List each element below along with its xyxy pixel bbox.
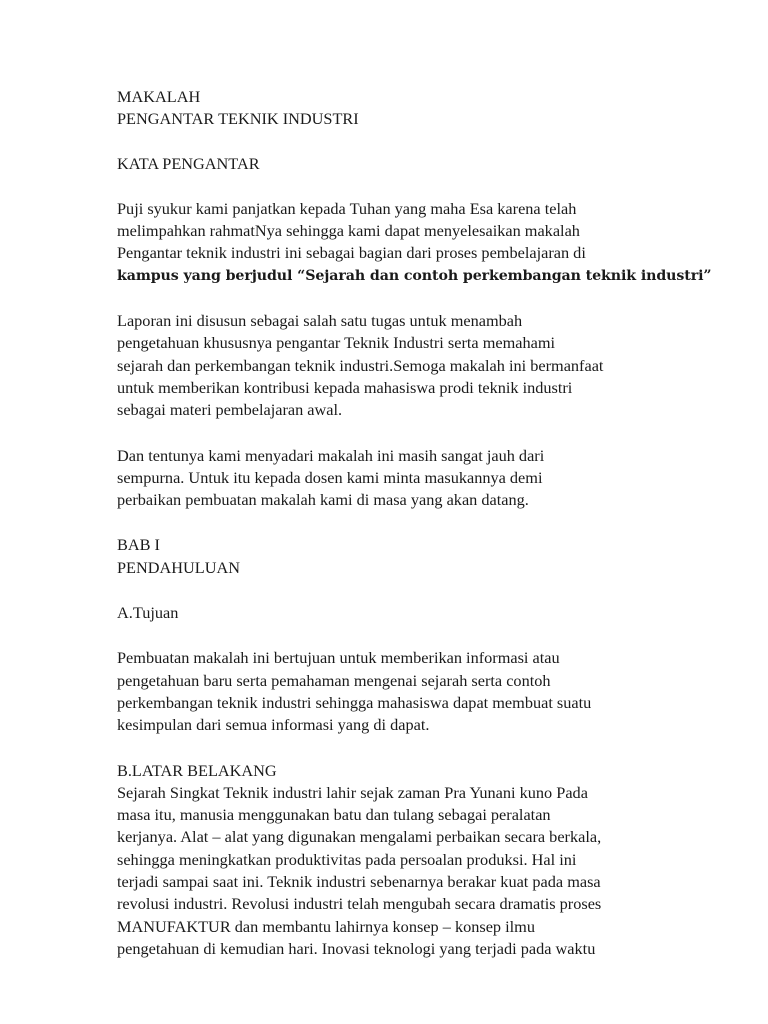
paragraph-line: sebagai materi pembelajaran awal. (117, 400, 343, 420)
title-line-2: PENGANTAR TEKNIK INDUSTRI (117, 109, 359, 129)
subsection-heading: B.LATAR BELAKANG (117, 760, 277, 780)
paragraph-line: perbaikan pembuatan makalah kami di masa yang akan datang. (117, 490, 529, 510)
tujuan-paragraph (117, 647, 677, 736)
paragraph-line: pengetahuan di kemudian hari. Inovasi teknologi yang terjadi pada waktu (117, 938, 596, 958)
kata-pengantar-heading (117, 153, 677, 175)
paragraph-line-bold: kampus yang berjudul “Sejarah dan contoh perkembangan teknik industri” (117, 267, 712, 284)
paragraph-line: sehingga meningkatkan produktivitas pada persoalan produksi. Hal ini (117, 849, 577, 869)
kata-pengantar-paragraph-2 (117, 310, 677, 421)
latar-belakang-section (117, 760, 677, 961)
kata-pengantar-paragraph-1 (117, 198, 712, 287)
paragraph-line: terjadi sampai saat ini. Teknik industri sebenarnya berakar kuat pada masa (117, 872, 601, 892)
tujuan-heading (117, 602, 677, 624)
document-title (117, 86, 677, 131)
paragraph-line: kerjanya. Alat – alat yang digunakan mengalami perbaikan secara berkala, (117, 827, 602, 847)
chapter-number: BAB I (117, 535, 160, 555)
paragraph-line: sejarah dan perkembangan teknik industri.Semoga makalah ini bermanfaat (117, 355, 604, 375)
chapter-title: PENDAHULUAN (117, 557, 241, 577)
paragraph-line: sempurna. Untuk itu kepada dosen kami minta masukannya demi (117, 467, 543, 487)
bab-1-heading (117, 534, 677, 579)
document-page (117, 86, 712, 960)
kata-pengantar-paragraph-3 (117, 445, 677, 512)
paragraph-line: pengetahuan baru serta pemahaman mengenai sejarah serta contoh (117, 670, 551, 690)
paragraph-line: perkembangan teknik industri sehingga mahasiswa dapat membuat suatu (117, 692, 592, 712)
paragraph-line: Puji syukur kami panjatkan kepada Tuhan yang maha Esa karena telah (117, 198, 577, 218)
paragraph-line: pengetahuan khususnya pengantar Teknik Industri serta memahami (117, 333, 556, 353)
paragraph-line: untuk memberikan kontribusi kepada mahasiswa prodi teknik industri (117, 377, 573, 397)
paragraph-line: Dan tentunya kami menyadari makalah ini masih sangat jauh dari (117, 445, 545, 465)
paragraph-line: melimpahkan rahmatNya sehingga kami dapat menyelesaikan makalah (117, 221, 580, 241)
section-heading: KATA PENGANTAR (117, 153, 260, 173)
paragraph-line: Sejarah Singkat Teknik industri lahir sejak zaman Pra Yunani kuno Pada (117, 782, 588, 802)
paragraph-line: MANUFAKTUR dan membantu lahirnya konsep – konsep ilmu (117, 916, 535, 936)
paragraph-line: Laporan ini disusun sebagai salah satu tugas untuk menambah (117, 311, 523, 331)
paragraph-line: revolusi industri. Revolusi industri telah mengubah secara dramatis proses (117, 894, 602, 914)
paragraph-line: kesimpulan dari semua informasi yang di dapat. (117, 715, 430, 735)
title-line-1: MAKALAH (117, 87, 201, 106)
subsection-heading: A.Tujuan (117, 603, 179, 623)
paragraph-line: masa itu, manusia menggunakan batu dan tulang sebagai peralatan (117, 805, 551, 825)
paragraph-line: Pengantar teknik industri ini sebagai bagian dari proses pembelajaran di (117, 243, 586, 263)
paragraph-line: Pembuatan makalah ini bertujuan untuk memberikan informasi atau (117, 648, 560, 668)
